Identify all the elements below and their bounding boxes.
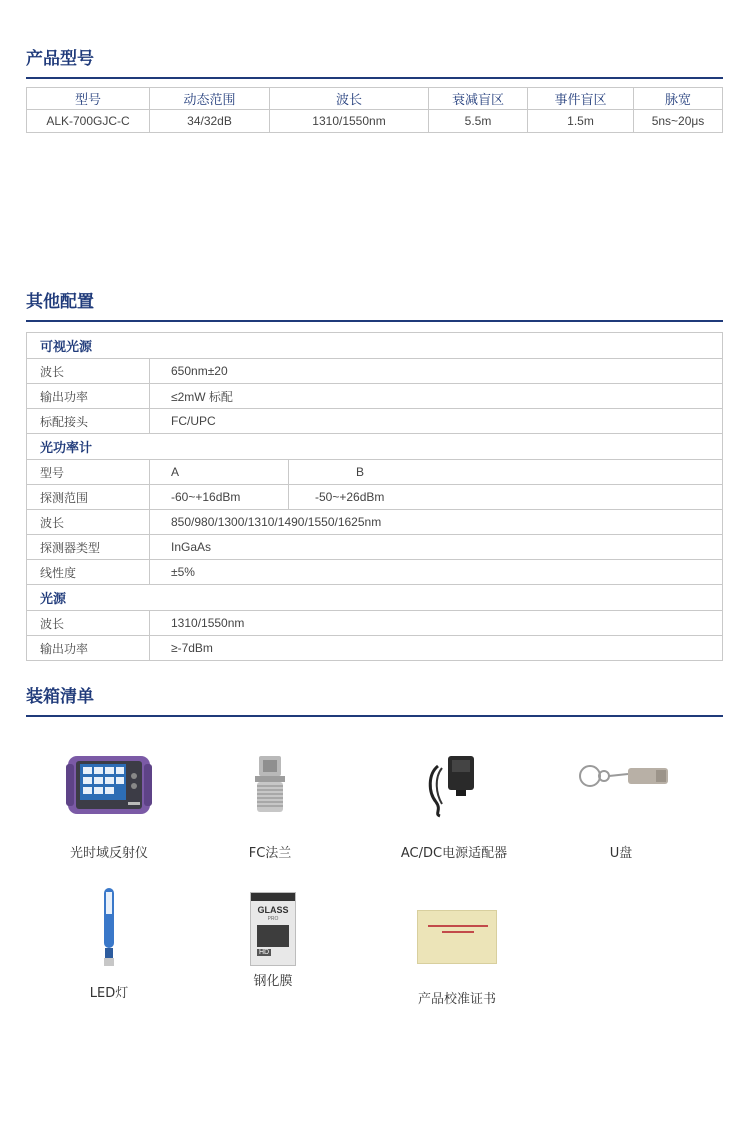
group-row-visible-light: [27, 333, 723, 359]
row-value-b: B: [289, 460, 723, 485]
row-label: 输出功率: [27, 384, 150, 409]
header-attenuation-dead-zone: 衰减盲区: [429, 88, 528, 110]
otdr-device-icon: [66, 752, 152, 832]
packing-section-title: 装箱清单: [26, 682, 723, 717]
row-value: ≥-7dBm: [150, 636, 723, 661]
cell-event-dead-zone: 1.5m: [528, 110, 634, 133]
model-section-title: 产品型号: [26, 44, 723, 79]
pack-item-led-lamp: [24, 892, 194, 1001]
group-title-power-meter: 光功率计: [27, 434, 723, 460]
row-value: InGaAs: [150, 535, 723, 560]
pack-item-fc-flange: [185, 752, 355, 861]
group-row-power-meter: [27, 434, 723, 460]
header-dynamic-range: 动态范围: [150, 88, 270, 110]
row-label: 探测范围: [27, 485, 150, 510]
group-row-light-source: [27, 585, 723, 611]
pack-label: LED灯: [89, 986, 129, 1001]
row-value: 650nm±20: [150, 359, 723, 384]
row-value: ≤2mW 标配: [150, 384, 723, 409]
table-row: [27, 485, 723, 510]
row-label: 波长: [27, 611, 150, 636]
pack-label: AC/DC电源适配器: [400, 846, 508, 861]
model-table: [26, 87, 723, 133]
cell-wavelength: 1310/1550nm: [270, 110, 429, 133]
pack-label: U盘: [609, 846, 633, 861]
pack-item-calibration-certificate: [372, 892, 542, 1007]
row-label: 波长: [27, 359, 150, 384]
calibration-certificate-icon: [417, 910, 497, 984]
row-value-b: -50~+26dBm: [289, 485, 723, 510]
table-row: [27, 636, 723, 661]
table-row: [27, 535, 723, 560]
pack-item-otdr: [24, 752, 194, 861]
group-title-light-source: 光源: [27, 585, 723, 611]
table-row: [27, 384, 723, 409]
pack-label: 钢化膜: [253, 974, 293, 989]
glass-package-subtitle: PRO: [267, 916, 279, 922]
header-wavelength: 波长: [270, 88, 429, 110]
header-pulse-width: 脉宽: [634, 88, 723, 110]
group-title-visible-light: 可视光源: [27, 333, 723, 359]
table-row: [27, 359, 723, 384]
table-row: [27, 611, 723, 636]
cell-model: ALK-700GJC-C: [27, 110, 150, 133]
table-row: [27, 560, 723, 585]
pack-item-usb-drive: [536, 752, 706, 861]
row-label: 型号: [27, 460, 150, 485]
row-label: 波长: [27, 510, 150, 535]
pack-item-power-adapter: [369, 752, 539, 861]
table-row: [27, 409, 723, 434]
cell-pulse-width: 5ns~20μs: [634, 110, 723, 133]
row-label: 标配接头: [27, 409, 150, 434]
pack-label: FC法兰: [248, 846, 292, 861]
cell-dynamic-range: 34/32dB: [150, 110, 270, 133]
pack-label: 产品校准证书: [417, 992, 496, 1007]
usb-drive-icon: [566, 752, 676, 832]
table-row: [27, 110, 723, 133]
row-label: 线性度: [27, 560, 150, 585]
model-table-header: [27, 88, 723, 110]
row-value: ±5%: [150, 560, 723, 585]
row-label: 探测器类型: [27, 535, 150, 560]
table-row: [27, 460, 723, 485]
row-value-a: A: [150, 460, 289, 485]
row-label: 输出功率: [27, 636, 150, 661]
header-event-dead-zone: 事件盲区: [528, 88, 634, 110]
header-model: 型号: [27, 88, 150, 110]
row-value: 1310/1550nm: [150, 611, 723, 636]
tempered-glass-icon: [250, 892, 296, 966]
glass-package-title: GLASS: [257, 905, 289, 915]
led-lamp-icon: [99, 892, 119, 972]
config-table: [26, 332, 723, 661]
table-row: [27, 510, 723, 535]
pack-label: 光时域反射仪: [69, 846, 148, 861]
fc-flange-icon: [250, 752, 290, 832]
row-value-a: -60~+16dBm: [150, 485, 289, 510]
row-value: FC/UPC: [150, 409, 723, 434]
power-adapter-icon: [424, 752, 484, 832]
cell-attenuation-dead-zone: 5.5m: [429, 110, 528, 133]
config-section-title: 其他配置: [26, 287, 723, 322]
row-value: 850/980/1300/1310/1490/1550/1625nm: [150, 510, 723, 535]
pack-item-tempered-glass: [188, 892, 358, 989]
glass-package-badge: HD: [259, 949, 270, 956]
